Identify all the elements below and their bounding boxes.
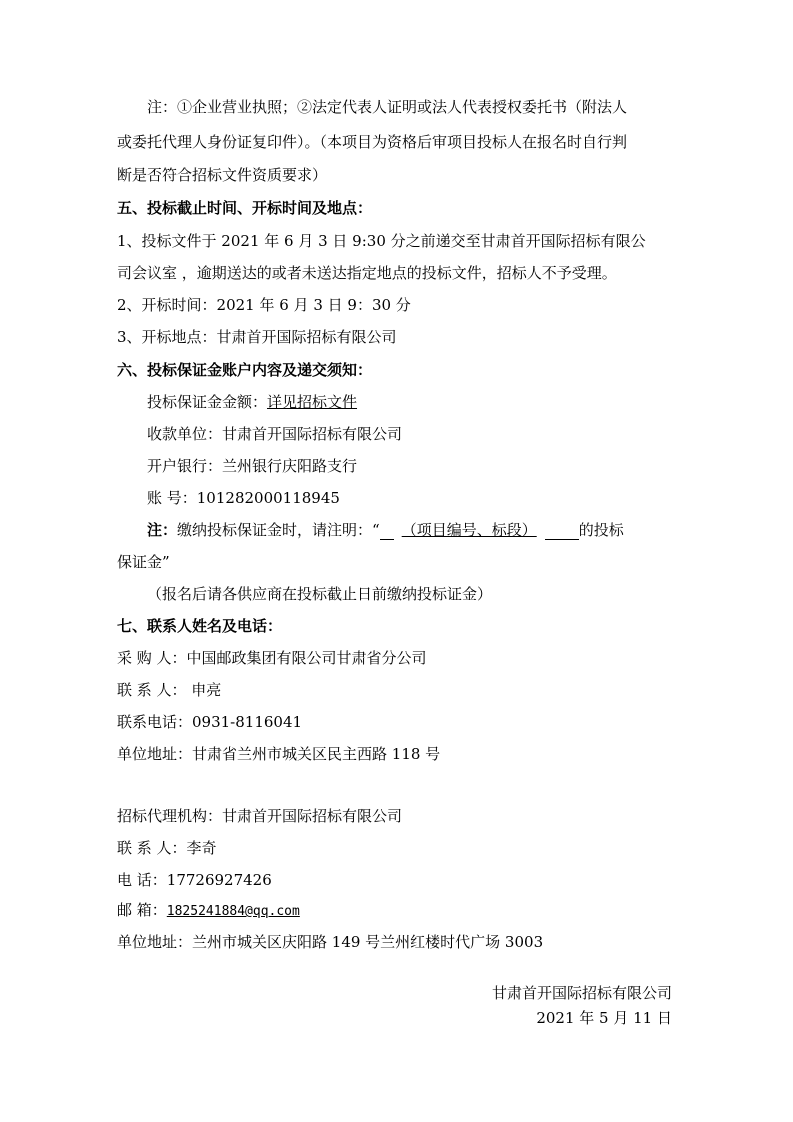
purchaser-line: 采 购 人：中国邮政集团有限公司甘肃省分公司	[117, 649, 427, 667]
agency-email-link[interactable]: 1825241884@qq.com	[166, 904, 300, 919]
note-line-1: 注：①企业营业执照；②法定代表人证明或法人代表授权委托书（附法人	[147, 98, 628, 116]
agency-email-line	[117, 900, 300, 922]
deposit-note-line-1	[147, 520, 624, 540]
deposit-amount-line	[147, 392, 357, 412]
agency-phone-label: 电 话：	[117, 871, 167, 889]
signature-date: 2021 年 5 月 11 日	[536, 1009, 672, 1027]
purchaser-address-line: 单位地址：甘肃省兰州市城关区民主西路 118 号	[117, 745, 441, 763]
deposit-remark: （报名后请各供应商在投标截止日前缴纳投标证金）	[147, 585, 493, 603]
blank-underline	[545, 523, 579, 540]
purchaser-phone-line: 联系电话：0931-8116041	[117, 713, 303, 731]
section-5-item-3: 3、开标地点：甘肃首开国际招标有限公司	[117, 328, 397, 346]
section-6-heading: 六、投标保证金账户内容及递交须知：	[117, 361, 373, 379]
deposit-note-text: 缴纳投标保证金时，请注明：“	[177, 521, 380, 539]
agency-email-label: 邮 箱：	[117, 901, 167, 919]
section-5-item-1-line-2: 司会议室 ，逾期送达的或者未送达指定地点的投标文件，招标人不予受理。	[117, 264, 617, 282]
deposit-amount-label: 投标保证金金额：	[147, 393, 268, 411]
section-5-item-1-line-1: 1、投标文件于 2021 年 6 月 3 日 9:30 分之前递交至甘肃首开国际招标有限公	[117, 232, 646, 250]
agency-contact-line: 联 系 人：李奇	[117, 839, 217, 857]
agency-name-line: 招标代理机构：甘肃首开国际招标有限公司	[117, 807, 403, 825]
section-7-heading: 七、联系人姓名及电话：	[117, 617, 283, 635]
section-5-item-2: 2、开标时间：2021 年 6 月 3 日 9：30 分	[117, 296, 411, 314]
agency-phone-value: 17726927426	[166, 871, 272, 889]
payee-line: 收款单位：甘肃首开国际招标有限公司	[147, 425, 403, 443]
purchaser-contact-line: 联 系 人： 申亮	[117, 681, 222, 699]
note-line-2: 或委托代理人身份证复印件）。（本项目为资格后审项目投标人在报名时自行判	[117, 133, 628, 151]
agency-phone-line	[117, 870, 272, 890]
blank-underline	[380, 523, 394, 540]
deposit-note-fill: （项目编号、标段）	[401, 521, 537, 539]
note-line-3: 断是否符合招标文件资质要求）	[117, 166, 328, 184]
agency-address-line: 单位地址：兰州市城关区庆阳路 149 号兰州红楼时代广场 3003	[117, 933, 544, 951]
deposit-note-line-2: 保证金”	[117, 553, 170, 571]
deposit-note-label: 注：	[147, 521, 178, 539]
deposit-note-tail: 的投标	[578, 521, 624, 539]
account-line: 账 号：101282000118945	[147, 489, 340, 507]
signature-company: 甘肃首开国际招标有限公司	[491, 984, 672, 1002]
deposit-amount-value: 详见招标文件	[267, 393, 358, 411]
bank-line: 开户银行：兰州银行庆阳路支行	[147, 457, 358, 475]
section-5-heading: 五、投标截止时间、开标时间及地点：	[117, 199, 373, 217]
